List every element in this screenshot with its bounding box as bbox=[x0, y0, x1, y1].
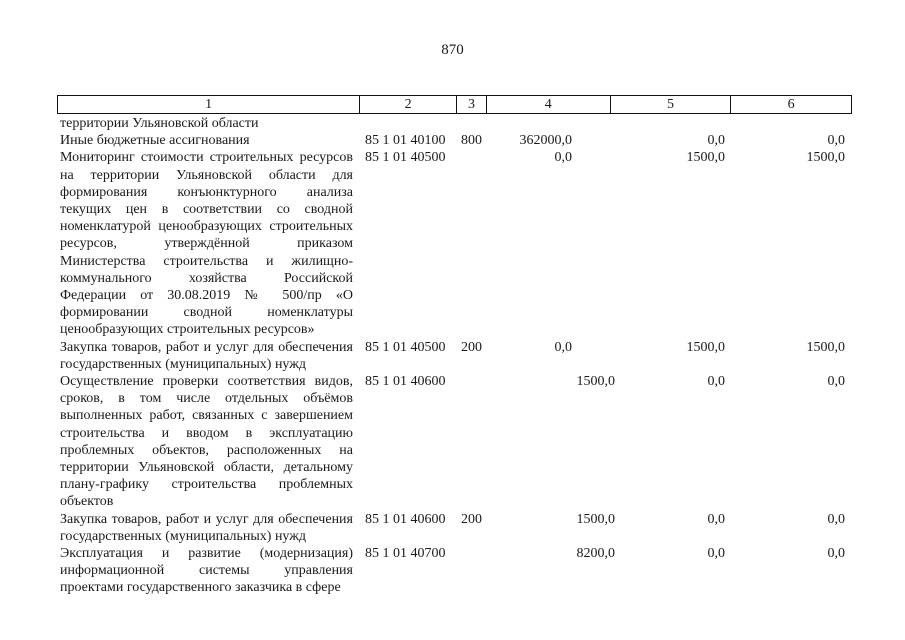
row-value-5: 0,0 bbox=[707, 511, 725, 527]
header-col-5: 5 bbox=[611, 96, 732, 113]
row-description: Мониторинг стоимости строительных ресурсов на территории Ульяновской области для формирования конъюнктурного анализа текущих цен в соответствии со сводной номенклатурой ценообразующих строительных ресурсов, утверждённой приказом Министерства строительства и жилищно-коммунального хозяйства Российской Федерации от 30.08.2019 № 500/пр «О формировании сводной номенклатуры ценообразующих строительных ресурсов» bbox=[60, 150, 353, 338]
row-description: территории Ульяновской области bbox=[60, 116, 259, 131]
row-code: 85 1 01 40700 bbox=[365, 546, 446, 562]
table-body bbox=[60, 115, 850, 597]
row-value-4: 8200,0 bbox=[576, 546, 615, 562]
row-value-6: 0,0 bbox=[827, 511, 845, 527]
table-row bbox=[60, 545, 850, 597]
row-value-6: 0,0 bbox=[827, 546, 845, 562]
row-value-5: 0,0 bbox=[707, 133, 725, 149]
row-description: Закупка товаров, работ и услуг для обеспечения государственных (муниципальных) нужд bbox=[60, 511, 353, 544]
table-row bbox=[60, 132, 850, 149]
row-value-4: 0,0 bbox=[554, 339, 572, 355]
header-col-4: 4 bbox=[487, 96, 611, 113]
table-row bbox=[60, 115, 850, 132]
row-code: 85 1 01 40500 bbox=[365, 150, 446, 166]
row-value-5: 0,0 bbox=[707, 374, 725, 390]
row-type: 800 bbox=[461, 133, 482, 149]
table-row bbox=[60, 149, 850, 338]
row-value-5: 1500,0 bbox=[686, 339, 725, 355]
row-description: Иные бюджетные ассигнования bbox=[60, 133, 250, 149]
row-description: Закупка товаров, работ и услуг для обеспечения государственных (муниципальных) нужд bbox=[60, 339, 353, 372]
table-row bbox=[60, 339, 850, 373]
row-code: 85 1 01 40600 bbox=[365, 374, 446, 390]
row-value-4: 0,0 bbox=[554, 150, 572, 166]
header-col-6: 6 bbox=[787, 97, 795, 112]
row-description: Эксплуатация и развитие (модернизация) информационной системы управления проектами государственного заказчика в сфере bbox=[60, 546, 353, 596]
row-value-4: 362000,0 bbox=[519, 133, 572, 149]
header-col-2: 2 bbox=[360, 96, 457, 113]
header-col-3: 3 bbox=[457, 96, 487, 113]
row-description: Осуществление проверки соответствия видов, сроков, в том числе отдельных объёмов выполненных работ, связанных с завершением строительства и вводом в эксплуатацию проблемных объектов, расположенных на территории Ульяновской области, детальному плану-графику строительства проблемных объектов bbox=[60, 374, 353, 510]
row-type: 200 bbox=[461, 511, 482, 527]
row-value-6: 0,0 bbox=[827, 133, 845, 149]
row-value-6: 0,0 bbox=[827, 374, 845, 390]
row-value-6: 1500,0 bbox=[806, 339, 845, 355]
row-code: 85 1 01 40600 bbox=[365, 511, 446, 527]
row-value-6: 1500,0 bbox=[806, 150, 845, 166]
table-row bbox=[60, 511, 850, 545]
row-value-4: 1500,0 bbox=[576, 511, 615, 527]
row-value-5: 1500,0 bbox=[686, 150, 725, 166]
table-header bbox=[57, 95, 852, 114]
header-col-1: 1 bbox=[58, 96, 360, 113]
row-type: 200 bbox=[461, 339, 482, 355]
row-value-5: 0,0 bbox=[707, 546, 725, 562]
table-row bbox=[60, 373, 850, 511]
page-number: 870 bbox=[441, 42, 464, 58]
row-value-4: 1500,0 bbox=[576, 374, 615, 390]
row-code: 85 1 01 40100 bbox=[365, 133, 446, 149]
row-code: 85 1 01 40500 bbox=[365, 339, 446, 355]
